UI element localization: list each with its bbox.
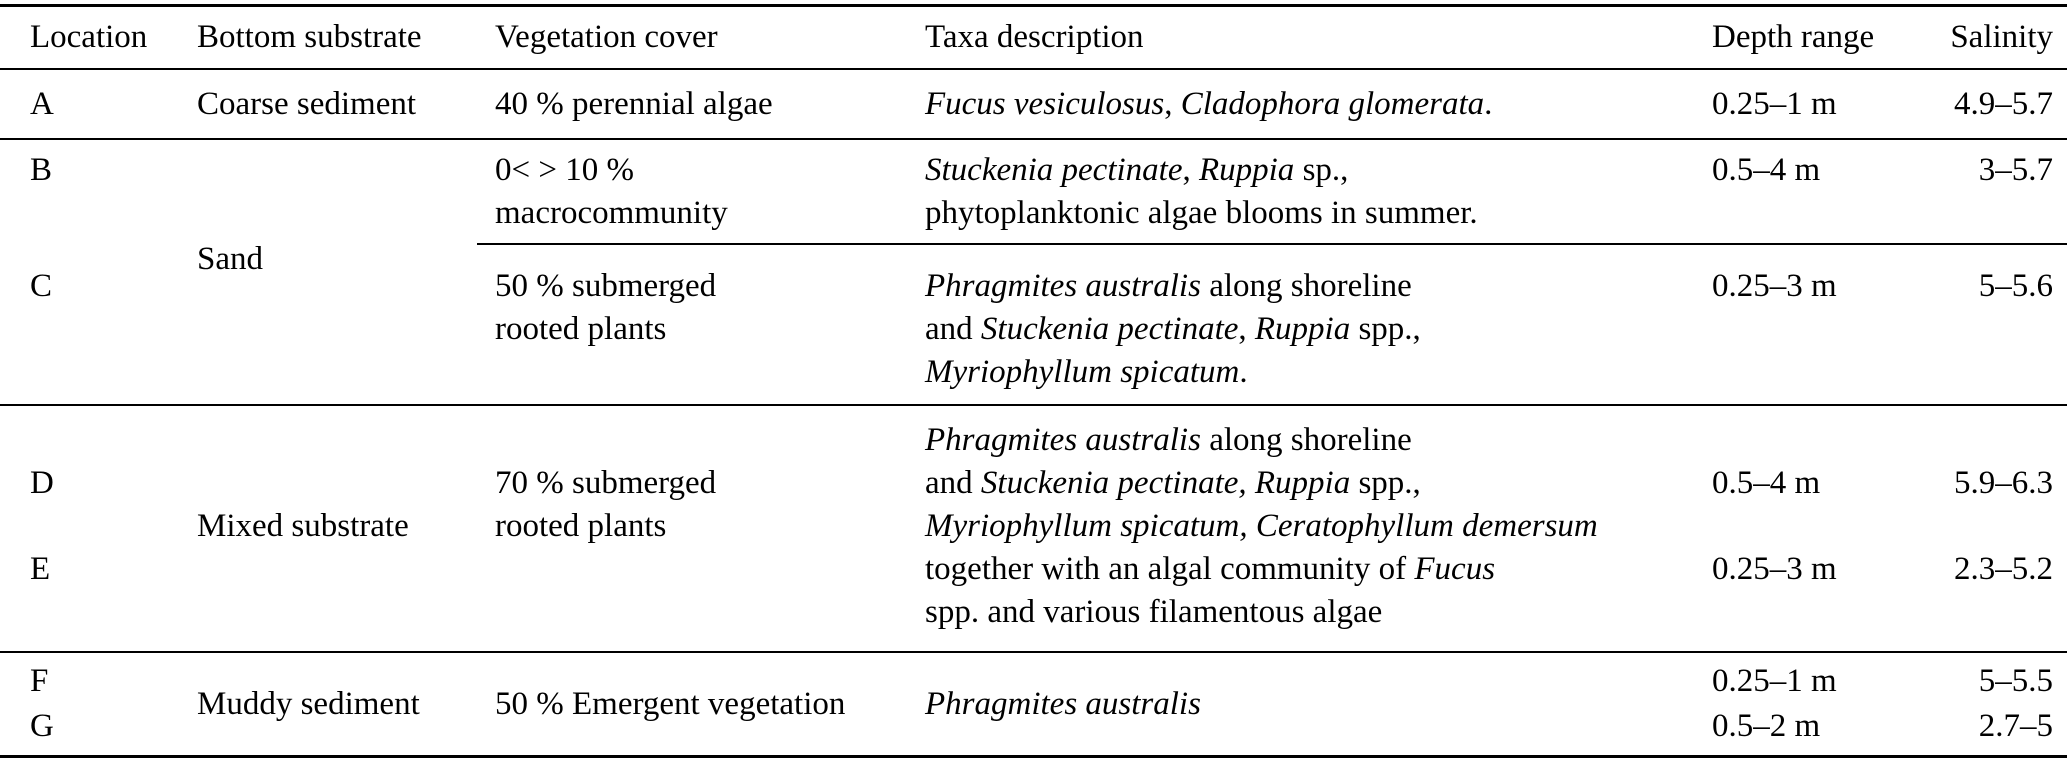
text-line (1925, 704, 2053, 749)
text-line (30, 548, 197, 591)
text-line (925, 548, 1712, 591)
cell-de-vegetation (477, 406, 925, 653)
text-segment: 5–5.5 (1978, 663, 2053, 699)
text-segment: 0.5–2 m (1712, 708, 1821, 744)
text-segment: 50 % Emergent vegetation (495, 685, 846, 722)
text-line (925, 351, 1712, 394)
cell-b-vegetation (477, 140, 925, 245)
species-name: Ruppia (1254, 311, 1351, 347)
header-location: Location (0, 7, 197, 70)
text-segment: along shoreline (1200, 268, 1412, 304)
substrate-table (0, 4, 2067, 758)
cell-de-locations (0, 406, 197, 653)
species-name: Phragmites australis (925, 422, 1201, 458)
text-line (30, 659, 197, 704)
text-segment: together with an algal community of (925, 551, 1415, 587)
species-name: Myriophyllum spicatum (925, 354, 1240, 390)
text-line (495, 149, 925, 192)
species-name: Fucus (1414, 551, 1496, 587)
cell-a-depth: 0.25–1 m (1712, 70, 1925, 140)
text-line (1712, 548, 1925, 591)
text-segment: 2.7–5 (1978, 708, 2053, 744)
text-segment: spp. and various filamentous algae (925, 594, 1383, 630)
header-depth-range: Depth range (1712, 7, 1925, 70)
text-line (30, 462, 197, 505)
text-line (925, 265, 1712, 308)
text-segment: 40 % perennial algae (495, 85, 773, 122)
text-line (495, 308, 925, 351)
text-line (1712, 505, 1925, 548)
cell-fg-substrate: Muddy sediment (197, 685, 420, 722)
text-segment: spp., (1350, 311, 1421, 347)
species-name: Fucus vesiculosus (925, 85, 1165, 122)
cell-a-location: A (0, 70, 197, 140)
cell-a-substrate: Coarse sediment (197, 70, 477, 140)
cell-b-location: B (30, 152, 53, 188)
species-name: Myriophyllum spicatum, Ceratophyllum demersum (925, 508, 1598, 544)
text-line (30, 505, 197, 548)
cell-fg-taxa (925, 653, 1712, 755)
text-segment: . (1239, 354, 1248, 390)
cell-a-vegetation (477, 70, 925, 140)
text-segment: G (30, 708, 54, 744)
text-line (925, 419, 1712, 462)
text-segment: E (30, 551, 51, 587)
text-segment: spp., (1350, 465, 1421, 501)
text-line (925, 149, 1712, 192)
text-line (1925, 659, 2053, 704)
cell-b-salinity: 3–5.7 (1925, 140, 2067, 245)
cell-c-vegetation (477, 245, 925, 406)
text-line (1925, 548, 2053, 591)
text-line (495, 192, 925, 235)
text-line (1925, 462, 2053, 505)
species-name: Stuckenia pectinate, Ruppia (980, 465, 1351, 501)
text-line (925, 505, 1712, 548)
header-salinity: Salinity (1925, 7, 2067, 70)
text-segment: 0.5–4 m (1712, 465, 1821, 501)
species-name: Stuckenia pectinate (980, 311, 1239, 347)
header-bottom-substrate: Bottom substrate (197, 7, 477, 70)
text-line (495, 265, 925, 308)
text-line (925, 308, 1712, 351)
header-taxa-description: Taxa description (925, 7, 1712, 70)
text-segment: D (30, 465, 54, 501)
text-segment: 50 % submerged (495, 268, 717, 304)
text-segment: . (1484, 85, 1493, 122)
text-segment: phytoplanktonic algae blooms in summer. (925, 195, 1478, 231)
text-segment: sp., (1294, 152, 1349, 188)
text-segment: and (925, 311, 981, 347)
cell-fg-depths (1712, 653, 1925, 755)
cell-c-taxa (925, 245, 1712, 406)
cell-bc-substrate: Sand (197, 140, 477, 406)
cell-fg-salinities (1925, 653, 2067, 755)
text-line (925, 682, 1712, 727)
text-segment: , (1164, 85, 1181, 122)
cell-fg-vegetation (477, 653, 925, 755)
text-segment: along shoreline (1200, 422, 1412, 458)
header-vegetation-cover: Vegetation cover (477, 7, 925, 70)
text-segment: F (30, 663, 49, 699)
text-line (30, 704, 197, 749)
cell-c-location: C (0, 245, 197, 406)
text-segment: 0.25–3 m (1712, 551, 1837, 587)
cell-de-salinities (1925, 406, 2067, 653)
text-line (495, 86, 925, 123)
cell-a-salinity: 4.9–5.7 (1925, 70, 2067, 140)
cell-b-depth: 0.5–4 m (1712, 140, 1925, 245)
text-segment: , (1238, 311, 1255, 347)
text-line (1712, 704, 1925, 749)
cell-c-salinity: 5–5.6 (1925, 245, 2067, 406)
text-line (1925, 505, 2053, 548)
text-segment: 5.9–6.3 (1954, 465, 2053, 501)
text-segment: rooted plants (495, 508, 667, 544)
text-segment: 2.3–5.2 (1954, 551, 2053, 587)
species-name: Ruppia (1198, 152, 1295, 188)
text-line (925, 462, 1712, 505)
cell-de-substrate: Mixed substrate (197, 406, 477, 653)
text-segment: 70 % submerged (495, 465, 717, 501)
text-line (925, 591, 1712, 634)
cell-c-depth: 0.25–3 m (1712, 245, 1925, 406)
species-name: Phragmites australis (925, 268, 1201, 304)
text-line (495, 462, 925, 505)
cell-de-taxa (925, 406, 1712, 653)
species-name: Cladophora glomerata (1180, 85, 1485, 122)
cell-de-depths (1712, 406, 1925, 653)
text-segment: rooted plants (495, 311, 667, 347)
text-line (925, 192, 1712, 235)
species-name: Phragmites australis (925, 685, 1201, 722)
text-line (1712, 462, 1925, 505)
cell-b-taxa (925, 140, 1712, 245)
text-segment: 0< > 10 % (495, 152, 634, 188)
cell-a-taxa (925, 70, 1712, 140)
text-segment: macrocommunity (495, 195, 728, 231)
text-segment: , (1182, 152, 1199, 188)
text-line (925, 86, 1712, 123)
text-segment: 0.25–1 m (1712, 663, 1837, 699)
text-line (495, 505, 925, 548)
text-line (495, 682, 925, 727)
text-line (1712, 659, 1925, 704)
cell-fg-locations (0, 653, 197, 755)
species-name: Stuckenia pectinate (925, 152, 1183, 188)
text-segment: and (925, 465, 981, 501)
